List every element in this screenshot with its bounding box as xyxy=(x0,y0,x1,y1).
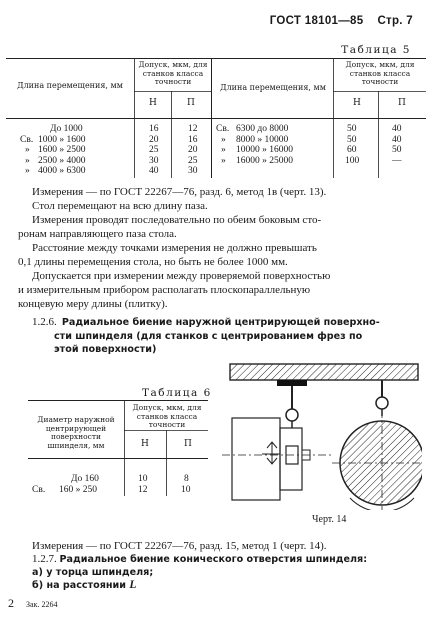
footer xyxy=(8,594,57,612)
paragraph-line: Измерения — по ГОСТ 22267—76, разд. 15, метод 1 (черт. 14). xyxy=(32,540,327,552)
figure-14-drawing xyxy=(222,358,422,510)
t6-class-p: П xyxy=(184,439,192,449)
t6-col-tol: Допуск, мкм, для станков класса точности xyxy=(132,403,202,429)
paragraph-line: концевую меру длины (плитку). xyxy=(18,298,168,310)
t5r-col-tol: Допуск, мкм, для станков класса точности xyxy=(345,60,415,86)
paragraph-line: и измерительным прибором располагать плоскопараллельную xyxy=(18,284,311,296)
list-item: б) на расстоянии L xyxy=(32,579,137,591)
section-title-line: сти шпинделя (для станков с центрированием фрез по xyxy=(54,330,363,342)
page-number: Стр. 7 xyxy=(377,15,413,27)
paragraph-line: Стол перемещают на всю длину паза. xyxy=(32,200,208,212)
table-row: Св. 6300 до 8000 50 40 xyxy=(216,124,402,134)
t6-class-n: Н xyxy=(141,439,149,449)
t5r-class-n: Н xyxy=(353,98,361,108)
paragraph-line: Измерения — по ГОСТ 22267—76, разд. 6, метод 1в (черт. 13). xyxy=(32,186,327,198)
section-title-line: Радиальное биение конического отверстия шпинделя: xyxy=(59,554,368,565)
page-header xyxy=(270,15,413,27)
t5r-col-length: Длина перемещения, мм xyxy=(220,83,326,92)
t5l-class-n: Н xyxy=(149,98,157,108)
table-row: » 2500 » 4000 30 25 xyxy=(25,155,198,166)
table-row: » 16000 » 25000 100 — xyxy=(221,155,402,166)
table-row: Св. 1000 » 1600 20 16 xyxy=(20,134,198,145)
section-number: 1.2.6. xyxy=(32,316,57,328)
t6-rows xyxy=(28,474,208,495)
t5l-rows xyxy=(6,124,211,177)
gost-number: ГОСТ 18101—85 xyxy=(269,15,364,27)
figure-caption: Черт. 14 xyxy=(312,514,347,525)
list-item: а) у торца шпинделя; xyxy=(32,567,154,578)
paragraph-line: Измерения проводят последовательно по обеим боковым сто- xyxy=(32,214,322,226)
t5l-col-tol: Допуск, мкм, для станков класса точности xyxy=(138,60,208,86)
t5r-class-p: П xyxy=(398,98,406,108)
table-row: » 1600 » 2500 25 20 xyxy=(25,145,198,155)
table-row: » 4000 » 6300 40 30 xyxy=(25,166,198,176)
section-title-line: Радиальное биение наружной центрирующей поверхно- xyxy=(61,317,380,328)
footer-page-number: 2 xyxy=(8,596,14,610)
t6-col-diam: Диаметр наружной центрирующей поверхности шпинделя, мм xyxy=(37,415,115,450)
section-1-2-6 xyxy=(32,313,422,357)
table5-caption: Таблица 5 xyxy=(341,44,411,56)
table-row: » 8000 » 10000 50 40 xyxy=(221,134,402,145)
text-block-1 xyxy=(18,185,417,311)
paragraph-line: Расстояние между точками измерения не должно превышать xyxy=(32,242,317,254)
paragraph-line: Допускается при измерении между проверяемой поверхностью xyxy=(32,270,331,282)
t5r-rows xyxy=(214,124,426,166)
paragraph-line: ронам направляющего паза стола. xyxy=(18,228,177,240)
text-block-2 xyxy=(32,540,422,592)
footer-order: Зак. 2264 xyxy=(26,600,58,609)
table-row: » 10000 » 16000 60 50 xyxy=(221,145,402,155)
paragraph-line: 0,1 длины перемещения стола, но быть не более 1000 мм. xyxy=(18,256,288,268)
t5l-class-p: П xyxy=(187,98,195,108)
section-number: 1.2.7. xyxy=(32,553,57,565)
table-row: Св. 160 » 250 12 10 xyxy=(32,484,191,495)
table-row: До 160 10 8 xyxy=(71,474,189,484)
table6 xyxy=(28,400,208,496)
t5l-col-length: Длина перемещения, мм xyxy=(17,81,123,90)
table-row: До 1000 16 12 xyxy=(50,124,198,134)
table6-caption: Таблица 6 xyxy=(142,387,212,399)
section-title-line: этой поверхности) xyxy=(54,344,157,355)
